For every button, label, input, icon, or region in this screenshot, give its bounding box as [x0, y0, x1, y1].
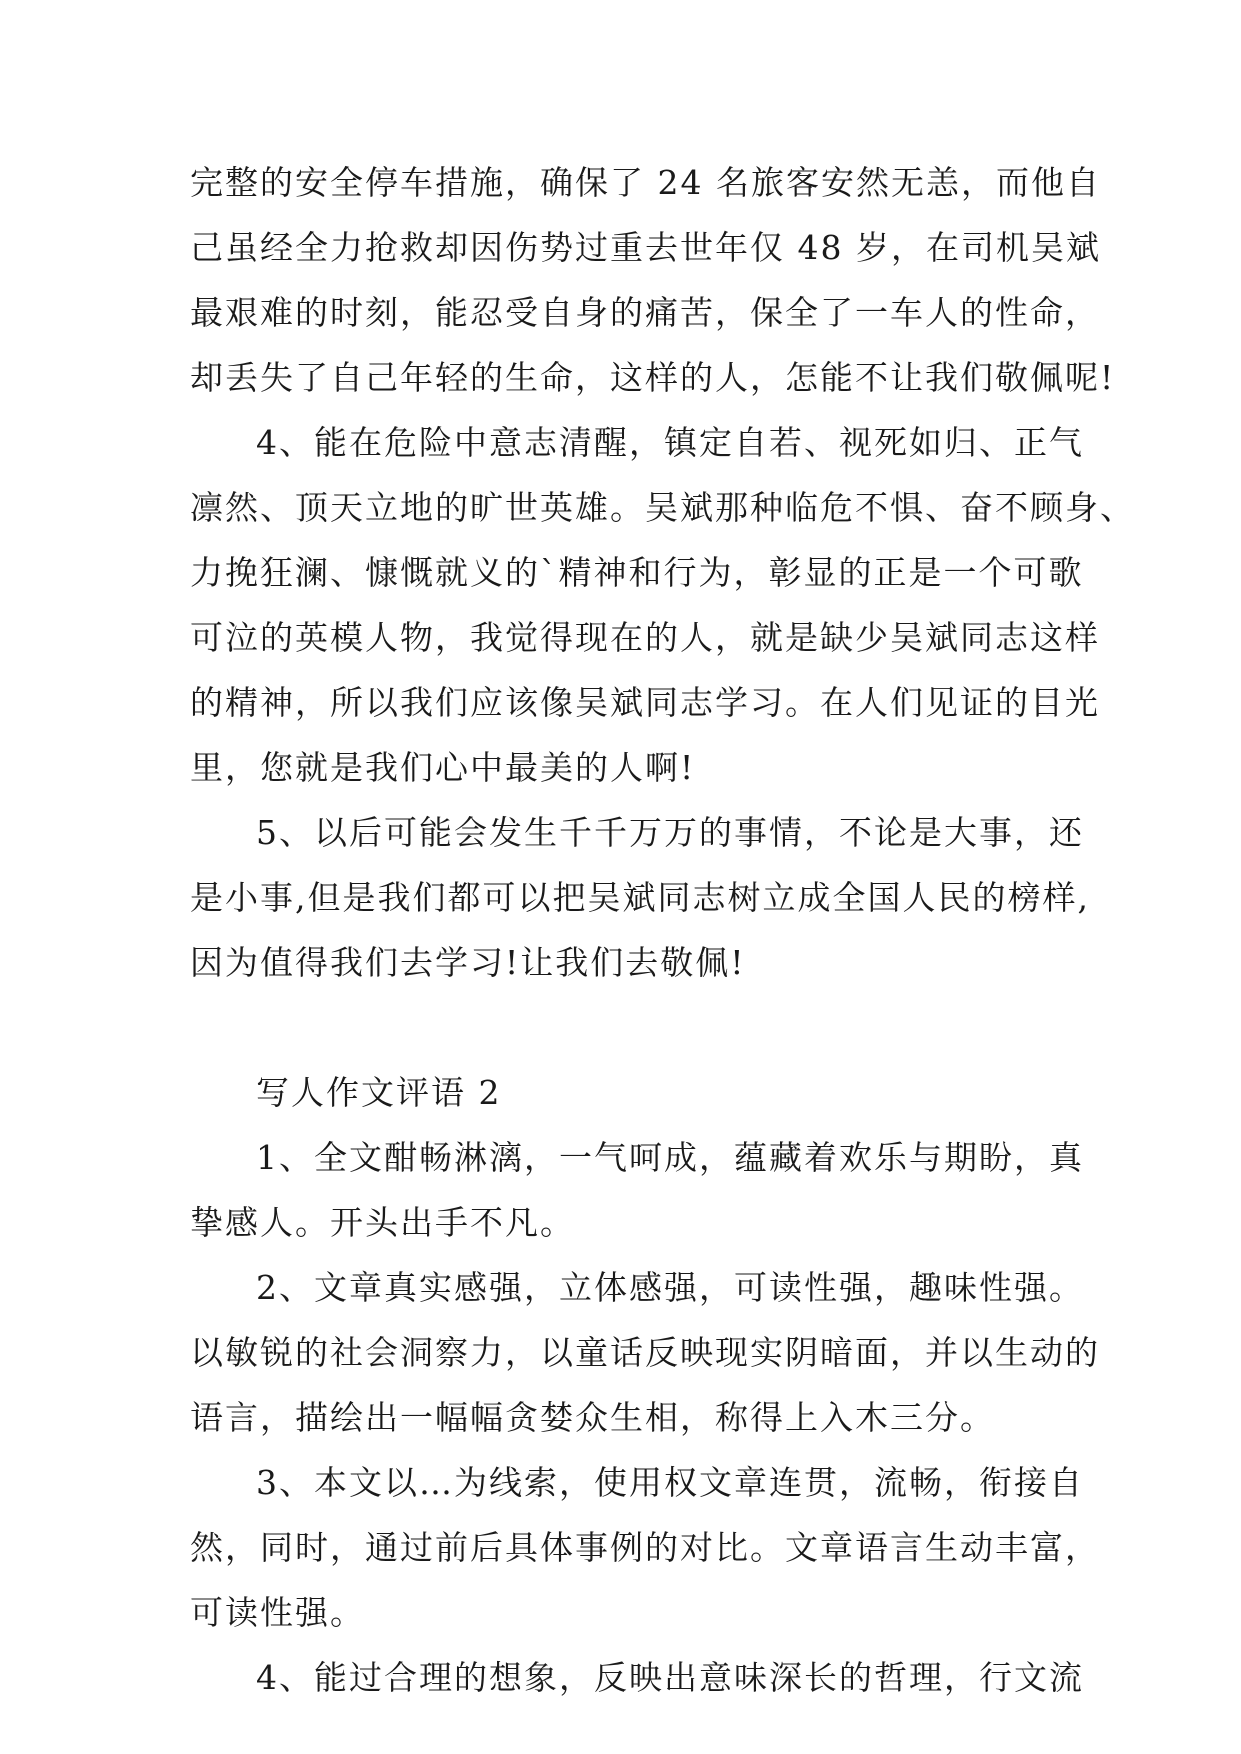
paragraph-line: 完整的安全停车措施，确保了 24 名旅客安然无恙，而他自: [190, 163, 1101, 202]
paragraph-line: 挚感人。开头出手不凡。: [190, 1203, 575, 1242]
paragraph-line: 最艰难的时刻，能忍受自身的痛苦，保全了一车人的性命，: [190, 293, 1100, 332]
paragraph-line: 力挽狂澜、慷慨就义的`精神和行为，彰显的正是一个可歌: [190, 553, 1084, 592]
paragraph-line: 4、能过合理的想象，反映出意味深长的哲理，行文流: [256, 1658, 1084, 1697]
paragraph-line: 己虽经全力抢救却因伤势过重去世年仅 48 岁，在司机吴斌: [190, 228, 1101, 267]
paragraph-line: 以敏锐的社会洞察力，以童话反映现实阴暗面，并以生动的: [190, 1333, 1100, 1372]
paragraph-line: 2、文章真实感强，立体感强，可读性强，趣味性强。: [256, 1268, 1084, 1307]
document-body: [190, 150, 1135, 1710]
paragraph-line: 3、本文以…为线索，使用权文章连贯，流畅，衔接自: [256, 1463, 1084, 1502]
paragraph-line: 4、能在危险中意志清醒，镇定自若、视死如归、正气: [256, 423, 1084, 462]
paragraph-line: 语言，描绘出一幅幅贪婪众生相，称得上入木三分。: [190, 1398, 995, 1437]
paragraph-line: 可泣的英模人物，我觉得现在的人，就是缺少吴斌同志这样: [190, 618, 1100, 657]
paragraph-line: 然，同时，通过前后具体事例的对比。文章语言生动丰富，: [190, 1528, 1100, 1567]
paragraph-line: 是小事,但是我们都可以把吴斌同志树立成全国人民的榜样,: [190, 878, 1090, 917]
paragraph-line: 凛然、顶天立地的旷世英雄。吴斌那种临危不惧、奋不顾身、: [190, 488, 1135, 527]
paragraph-line: 1、全文酣畅淋漓，一气呵成，蕴藏着欢乐与期盼，真: [256, 1138, 1084, 1177]
paragraph-line: 里，您就是我们心中最美的人啊!: [190, 748, 696, 787]
paragraph-line: 的精神，所以我们应该像吴斌同志学习。在人们见证的目光: [190, 683, 1100, 722]
paragraph-line: 5、以后可能会发生千千万万的事情，不论是大事，还: [256, 813, 1084, 852]
paragraph-line: 却丢失了自己年轻的生命，这样的人，怎能不让我们敬佩呢!: [190, 358, 1116, 397]
paragraph-line: 因为值得我们去学习!让我们去敬佩!: [190, 943, 746, 982]
section-heading: 写人作文评语 2: [256, 1073, 502, 1112]
paragraph-line: 可读性强。: [190, 1593, 365, 1632]
blank-line: [190, 995, 1060, 1060]
